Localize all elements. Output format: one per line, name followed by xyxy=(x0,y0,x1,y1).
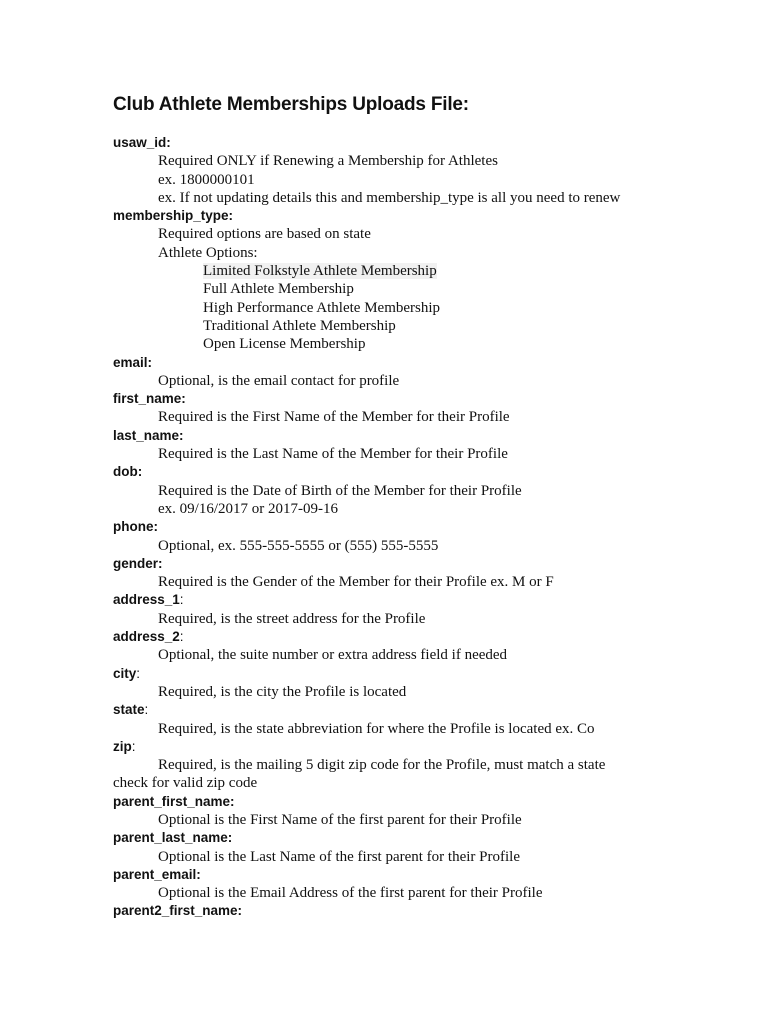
field-description: Optional, ex. 555-555-5555 or (555) 555-5555 xyxy=(158,537,439,554)
field-description-line: check for valid zip code xyxy=(113,775,258,792)
field-name-colon: : xyxy=(131,738,136,754)
field-name: address_2 xyxy=(113,629,180,645)
field-name: membership_type: xyxy=(113,208,234,224)
field-usaw-id xyxy=(113,134,673,207)
field-list xyxy=(113,134,673,921)
field-name-row xyxy=(113,591,673,609)
field-description: Optional, is the email contact for profile xyxy=(158,372,400,389)
field-name: parent_last_name: xyxy=(113,830,233,846)
field-name-colon: : xyxy=(136,665,141,681)
field-name-row xyxy=(113,701,673,719)
field-description: Required, is the city the Profile is located xyxy=(158,683,407,700)
membership-option: Limited Folkstyle Athlete Membership xyxy=(203,263,437,280)
field-description: Optional is the First Name of the first parent for their Profile xyxy=(158,811,522,828)
field-parent-email xyxy=(113,866,673,903)
field-name: gender: xyxy=(113,555,163,571)
field-name: zip xyxy=(113,738,132,754)
field-name: usaw_id: xyxy=(113,135,171,150)
field-name: city xyxy=(113,665,137,681)
field-name: parent_first_name: xyxy=(113,793,235,809)
field-zip xyxy=(113,738,673,793)
field-parent-last-name xyxy=(113,829,673,866)
field-membership-type xyxy=(113,207,673,353)
field-name: last_name: xyxy=(113,427,184,443)
field-name: parent_email: xyxy=(113,866,201,882)
field-parent-first-name xyxy=(113,793,673,830)
field-address-1 xyxy=(113,591,673,628)
field-description: Required is the Date of Birth of the Member for their Profile xyxy=(158,482,522,499)
field-name-colon: : xyxy=(179,629,184,645)
membership-options-list xyxy=(113,262,673,353)
field-example: ex. 09/16/2017 or 2017-09-16 xyxy=(158,500,338,517)
field-name-row xyxy=(113,628,673,646)
field-name-colon: : xyxy=(144,702,149,718)
options-heading: Athlete Options: xyxy=(158,244,258,261)
field-example: ex. 1800000101 xyxy=(158,171,255,188)
membership-option: Traditional Athlete Membership xyxy=(203,317,396,334)
field-name-colon: : xyxy=(179,592,184,608)
field-name: address_1 xyxy=(113,592,180,608)
field-description: Required, is the state abbreviation for where the Profile is located ex. Co xyxy=(158,720,595,737)
field-first-name xyxy=(113,390,673,427)
field-email xyxy=(113,354,673,391)
field-gender xyxy=(113,555,673,592)
field-description: Required is the Last Name of the Member for their Profile xyxy=(158,446,508,463)
field-description: Required is the Gender of the Member for their Profile ex. M or F xyxy=(158,574,554,591)
page-title: Club Athlete Memberships Uploads File: xyxy=(113,94,469,115)
field-description: Optional is the Email Address of the first parent for their Profile xyxy=(158,885,543,902)
field-dob xyxy=(113,463,673,518)
field-state xyxy=(113,701,673,738)
membership-option: Full Athlete Membership xyxy=(203,281,354,298)
field-name: email: xyxy=(113,354,153,370)
field-description xyxy=(113,756,673,793)
field-parent2-first-name xyxy=(113,902,673,920)
field-name-row xyxy=(113,738,673,756)
membership-option: High Performance Athlete Membership xyxy=(203,299,441,316)
field-description: Optional is the Last Name of the first parent for their Profile xyxy=(158,848,520,865)
field-description: Required, is the street address for the Profile xyxy=(158,610,426,627)
field-description-line: Required, is the mailing 5 digit zip code for the Profile, must match a state xyxy=(158,757,606,774)
field-name-row xyxy=(113,665,673,683)
field-name: phone: xyxy=(113,519,158,535)
membership-option: Open License Membership xyxy=(203,336,366,353)
field-example: ex. If not updating details this and membership_type is all you need to renew xyxy=(158,189,621,206)
field-description: Required ONLY if Renewing a Membership for Athletes xyxy=(158,153,498,170)
field-name: first_name: xyxy=(113,391,186,407)
field-description: Required options are based on state xyxy=(158,226,371,243)
field-name: dob: xyxy=(113,464,143,480)
field-description: Required is the First Name of the Member for their Profile xyxy=(158,409,510,426)
field-city xyxy=(113,665,673,702)
field-phone xyxy=(113,518,673,555)
field-description: Optional, the suite number or extra address field if needed xyxy=(158,647,508,664)
field-address-2 xyxy=(113,628,673,665)
field-last-name xyxy=(113,427,673,464)
field-name: parent2_first_name: xyxy=(113,903,243,919)
field-name: state xyxy=(113,702,145,718)
